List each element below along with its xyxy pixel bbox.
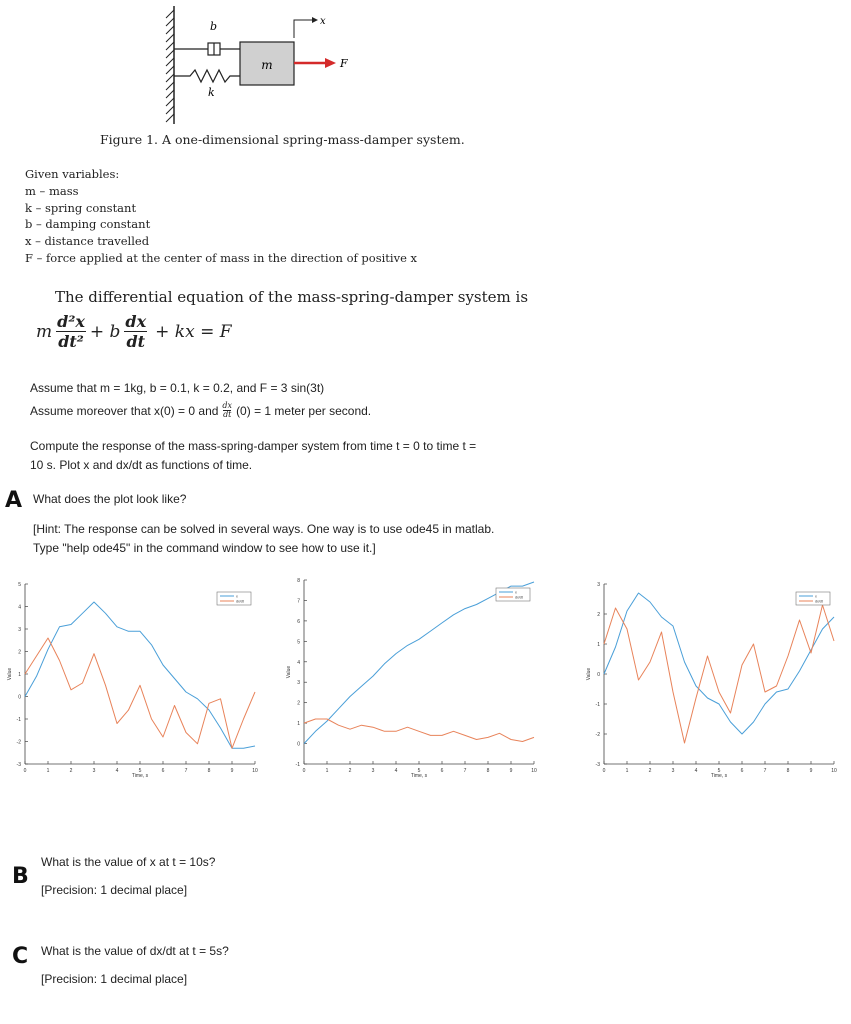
y-tick-label: 3: [18, 627, 21, 633]
y-tick-label: 1: [18, 672, 21, 678]
legend-label: x: [515, 590, 517, 595]
eq-m: m: [36, 321, 53, 342]
x-axis-label: Time, s: [710, 773, 728, 778]
damper: [174, 43, 240, 55]
x-tick-label: 9: [809, 768, 813, 774]
y-tick-label: -2: [16, 739, 21, 746]
y-tick-label: 2: [297, 700, 300, 707]
question-a-text: What does the plot look like?: [33, 492, 187, 506]
given-item: b – damping constant: [25, 217, 151, 232]
x-axis-label: Time, s: [131, 773, 149, 778]
assume-text-a: Assume moreover that x(0) = 0 and: [30, 403, 219, 418]
y-tick-label: 4: [297, 659, 300, 666]
x-tick-label: 10: [531, 768, 537, 774]
series-line-dxdt: [25, 638, 255, 748]
y-tick-label: 3: [297, 680, 300, 687]
svg-text:b: b: [210, 20, 218, 33]
x-tick-label: 1: [46, 768, 50, 774]
legend-label: dx/dt: [236, 599, 244, 604]
plot-option-2[interactable]: [284, 574, 544, 778]
y-tick-label: -3: [595, 762, 600, 768]
x-tick-label: 8: [207, 768, 211, 774]
legend-label: x: [236, 594, 238, 599]
compute-instruction: [30, 437, 530, 475]
x-tick-label: 5: [138, 768, 142, 774]
y-tick-label: 7: [297, 598, 300, 605]
legend-label: dx/dt: [515, 595, 523, 600]
x-tick-label: 9: [509, 768, 513, 774]
question-c-text: What is the value of dx/dt at t = 5s?: [41, 944, 229, 958]
x-tick-label: 6: [161, 768, 165, 774]
eq-dt: dt: [126, 332, 146, 351]
given-item: m – mass: [25, 183, 79, 198]
x-tick-label: 4: [115, 768, 119, 774]
eq-plus-b: + b: [89, 321, 121, 342]
x-tick-label: 2: [648, 768, 652, 774]
figure-caption: Figure 1. A one-dimensional spring-mass-damper system.: [100, 132, 465, 147]
given-item: x – distance travelled: [25, 234, 150, 249]
series-line-dxdt: [304, 719, 534, 742]
x-tick-label: 2: [69, 768, 73, 774]
y-tick-label: -2: [595, 732, 600, 738]
eq-dt2: dt²: [58, 332, 84, 351]
x-tick-label: 7: [463, 768, 467, 774]
y-axis-label: Value: [7, 667, 13, 681]
y-axis-label: Value: [286, 665, 292, 679]
series-line-dxdt: [604, 605, 834, 743]
y-tick-label: 8: [297, 578, 300, 584]
y-tick-label: 2: [18, 649, 21, 656]
question-c-precision: [Precision: 1 decimal place]: [41, 972, 188, 986]
y-tick-label: 4: [18, 604, 21, 611]
y-tick-label: -1: [595, 702, 600, 708]
legend-box: [796, 592, 830, 605]
y-tick-label: 0: [297, 741, 300, 748]
hint-line: [Hint: The response can be solved in several ways. One way is to use ode45 in matlab.: [33, 522, 495, 536]
equation-intro: The differential equation of the mass-spring-damper system is: [55, 288, 529, 306]
y-tick-label: -3: [16, 762, 21, 768]
question-a-hint: [33, 520, 494, 558]
y-tick-label: 6: [297, 618, 300, 625]
x-tick-label: 2: [348, 768, 352, 774]
y-tick-label: 2: [597, 612, 600, 618]
hint-line: Type "help ode45" in the command window to see how to use it.]: [33, 541, 376, 555]
compute-line: Compute the response of the mass-spring-damper system from time t = 0 to time t =: [30, 439, 477, 453]
svg-text:k: k: [208, 86, 215, 99]
x-tick-label: 4: [694, 768, 698, 774]
frac-den: dt: [223, 410, 232, 419]
series-line-x: [604, 593, 834, 734]
x-tick-label: 0: [23, 768, 27, 774]
question-b-text: What is the value of x at t = 10s?: [41, 855, 216, 869]
x-tick-label: 5: [717, 768, 721, 774]
x-tick-label: 6: [440, 768, 444, 774]
y-tick-label: 1: [597, 642, 600, 648]
y-tick-label: 3: [597, 582, 600, 588]
assumption-initial: [30, 402, 371, 419]
x-tick-label: 8: [786, 768, 790, 774]
y-tick-label: 0: [597, 672, 600, 678]
x-tick-label: 3: [671, 768, 675, 774]
given-item: k – spring constant: [25, 200, 137, 215]
y-tick-label: -1: [295, 762, 300, 768]
x-axis-label: Time, s: [410, 773, 428, 778]
frac-num: dx: [222, 401, 233, 410]
x-tick-label: 0: [602, 768, 606, 774]
x-tick-label: 7: [184, 768, 188, 774]
x-tick-label: 7: [763, 768, 767, 774]
series-line-x: [304, 582, 534, 744]
x-tick-label: 4: [394, 768, 398, 774]
x-tick-label: 1: [325, 768, 329, 774]
given-item: F – force applied at the center of mass in the direction of positive x: [25, 250, 418, 265]
x-tick-label: 3: [92, 768, 96, 774]
x-tick-label: 10: [252, 768, 258, 774]
assumption-params: Assume that m = 1kg, b = 0.1, k = 0.2, and F = 3 sin(3t): [30, 381, 325, 395]
plot-option-3[interactable]: [584, 578, 844, 778]
differential-equation: [36, 312, 232, 351]
x-tick-label: 5: [417, 768, 421, 774]
x-tick-label: 3: [371, 768, 375, 774]
legend-box: [496, 588, 530, 601]
question-a-letter: A: [5, 488, 23, 513]
y-axis-label: Value: [586, 667, 592, 681]
given-variables: [25, 166, 417, 267]
plot-option-1[interactable]: [5, 578, 265, 778]
legend-label: x: [815, 594, 817, 599]
svg-text:x: x: [320, 16, 326, 27]
question-b-letter: B: [12, 864, 29, 889]
assume-text-b: (0) = 1 meter per second.: [236, 403, 372, 418]
legend-box: [217, 592, 251, 605]
question-b-precision: [Precision: 1 decimal place]: [41, 883, 188, 897]
y-tick-label: 1: [297, 721, 300, 728]
x-tick-label: 9: [230, 768, 234, 774]
x-tick-label: 10: [831, 768, 837, 774]
question-c-letter: C: [12, 944, 29, 969]
compute-line: 10 s. Plot x and dx/dt as functions of time.: [30, 458, 253, 472]
y-tick-label: 5: [297, 639, 300, 646]
x-tick-label: 0: [302, 768, 306, 774]
y-tick-label: -1: [16, 717, 21, 723]
x-tick-label: 6: [740, 768, 744, 774]
eq-d2x: d²x: [57, 312, 85, 331]
eq-dx: dx: [125, 312, 147, 331]
x-tick-label: 1: [625, 768, 629, 774]
spring: [174, 70, 240, 82]
given-heading: Given variables:: [25, 167, 120, 181]
svg-text:m: m: [261, 58, 273, 72]
y-tick-label: 5: [18, 582, 21, 588]
legend-label: dx/dt: [815, 599, 823, 604]
spring-mass-damper-diagram: [150, 4, 360, 128]
svg-text:F: F: [340, 57, 348, 70]
x-tick-label: 8: [486, 768, 490, 774]
eq-rest: + kx = F: [155, 321, 232, 342]
y-tick-label: 0: [18, 694, 21, 701]
